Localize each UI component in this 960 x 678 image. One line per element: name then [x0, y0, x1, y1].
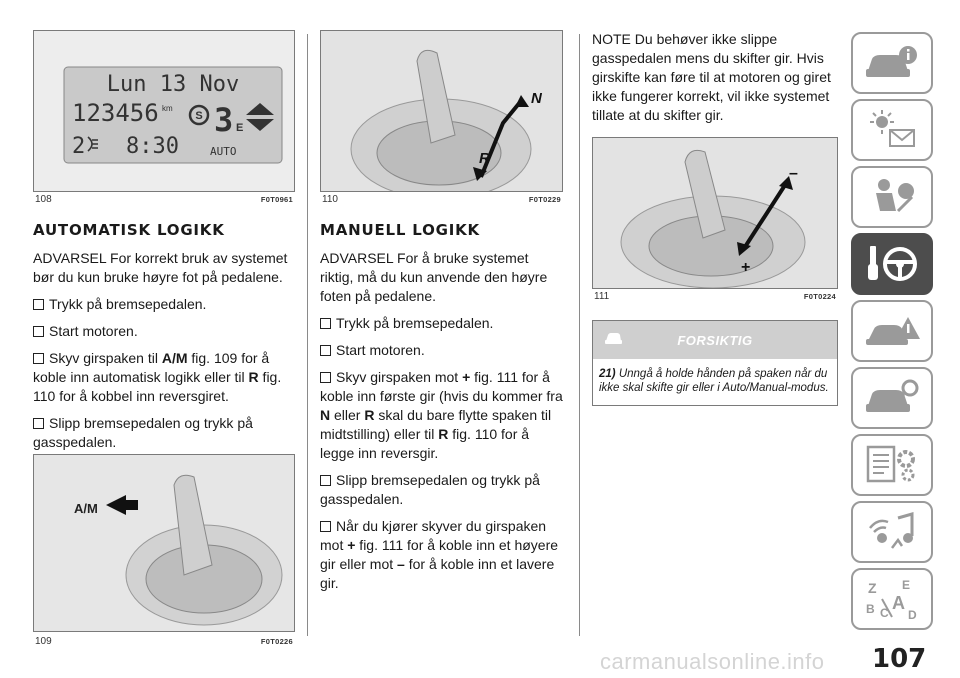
- checkbox-bullet-icon: [320, 521, 331, 532]
- list-item: Start motoren.: [320, 341, 563, 360]
- checkbox-bullet-icon: [320, 318, 331, 329]
- chapter-sidebar: [851, 32, 933, 635]
- tab-technical-data[interactable]: [851, 434, 933, 496]
- gear-lever-am-illustration: [34, 455, 295, 632]
- svg-text:A: A: [892, 593, 905, 613]
- car-info-icon: [862, 41, 922, 85]
- light-message-icon: [862, 108, 922, 152]
- display-odometer: 123456: [72, 99, 159, 127]
- minus-label: –: [789, 165, 798, 182]
- warning-text: ADVARSEL For å bruke systemet riktig, må du kun anvende den høyre foten på pedalene.: [320, 250, 548, 304]
- checkbox-bullet-icon: [33, 418, 44, 429]
- warning-text: ADVARSEL For korrekt bruk av systemet bør du kun bruke høyre fot på pedalene.: [33, 250, 288, 285]
- checkbox-bullet-icon: [320, 475, 331, 486]
- car-warning-icon: [603, 329, 623, 347]
- column-divider: [307, 34, 308, 636]
- figure-code: F0T0229: [528, 195, 561, 204]
- tab-lights-messages[interactable]: [851, 99, 933, 161]
- list-item: Trykk på bremsepedalen.: [33, 295, 295, 314]
- svg-text:E: E: [902, 578, 911, 592]
- figure-caption: [33, 192, 295, 205]
- figure-108-display: [33, 30, 295, 192]
- figure-caption: [320, 192, 563, 205]
- column-divider: [579, 34, 580, 636]
- figure-caption: [592, 289, 838, 302]
- tab-index[interactable]: [851, 568, 933, 630]
- figure-code: F0T0961: [260, 195, 293, 204]
- display-time: 8:30: [126, 134, 179, 159]
- am-label: A/M: [74, 501, 98, 516]
- multimedia-icon: [862, 510, 922, 554]
- display-mode: AUTO: [210, 145, 237, 158]
- checkbox-bullet-icon: [33, 353, 44, 364]
- display-gear-e: E: [236, 122, 244, 134]
- instrument-display-illustration: [34, 31, 295, 192]
- tab-emergency[interactable]: [851, 300, 933, 362]
- list-item: Når du kjører skyver du girspaken mot + fig. 111 for å koble inn et høyere gir eller mot – for å koble inn et lavere gir.: [320, 518, 559, 591]
- caution-body: 21) Unngå å holde hånden på spaken når du ikke skal skifte gir eller i Auto/Manual-modus.: [599, 368, 829, 394]
- figure-number: 111: [594, 291, 610, 302]
- display-odo-unit: km: [162, 104, 173, 113]
- breakdown-warning-icon: [862, 309, 922, 353]
- column-automatic: [33, 30, 295, 647]
- page-number: 107: [872, 644, 927, 674]
- display-fuel: 2: [72, 134, 86, 159]
- r-label: R: [479, 150, 490, 167]
- section-heading: MANUELL LOGIKK: [320, 221, 480, 239]
- seat-airbag-icon: [862, 175, 922, 219]
- figure-caption: [33, 634, 295, 647]
- caution-box: [592, 320, 838, 406]
- figure-number: 110: [322, 194, 338, 205]
- tab-starting-driving[interactable]: [851, 233, 933, 295]
- alphabetical-index-icon: [862, 577, 922, 621]
- display-gear: 3: [214, 101, 234, 139]
- gear-lever-nr-illustration: [321, 31, 563, 192]
- checkbox-bullet-icon: [320, 345, 331, 356]
- list-item: Start motoren.: [33, 322, 295, 341]
- list-item: Skyv girspaken mot + fig. 111 for å koble inn første gir (hvis du kommer fra N eller R skal du bare flytte spaken til midtstilling) eller til R fig. 110 for å legge inn reversgir.: [320, 369, 563, 461]
- specs-gear-icon: [862, 443, 922, 487]
- list-item: Slipp bremsepedalen og trykk på gasspedalen.: [320, 472, 540, 507]
- car-service-icon: [862, 376, 922, 420]
- caution-title: FORSIKTIG: [677, 332, 753, 348]
- display-date: Lun 13 Nov: [106, 72, 240, 97]
- checkbox-bullet-icon: [33, 326, 44, 337]
- checkbox-bullet-icon: [33, 299, 44, 310]
- column-manual: [320, 30, 563, 601]
- figure-code: F0T0226: [260, 637, 293, 646]
- display-s-symbol: S: [195, 110, 203, 122]
- tab-maintenance[interactable]: [851, 367, 933, 429]
- tab-safety[interactable]: [851, 166, 933, 228]
- checkbox-bullet-icon: [320, 372, 331, 383]
- figure-111-gear-lever: [592, 137, 838, 289]
- svg-text:Z: Z: [868, 580, 877, 596]
- plus-label: +: [741, 259, 751, 276]
- svg-text:D: D: [908, 608, 917, 621]
- figure-number: 108: [35, 194, 52, 205]
- figure-109-gear-lever: [33, 454, 295, 632]
- n-label: N: [531, 90, 542, 107]
- list-item: Skyv girspaken til A/M fig. 109 for å koble inn automatisk logikk eller til R fig. 110 for å kobbel inn reversgiret.: [33, 350, 282, 404]
- column-notes: [592, 30, 838, 406]
- figure-number: 109: [35, 636, 52, 647]
- caution-header: [593, 321, 837, 359]
- note-text: NOTE Du behøver ikke slippe gasspedalen mens du skifter gir. Hvis girskifte kan føre til at motoren og giret ikke fungerer korrekt, vil ikke systemet tillate at du skifter gir.: [592, 31, 831, 123]
- list-item: Slipp bremsepedalen og trykk på gasspedalen.: [33, 415, 253, 450]
- gear-lever-plus-minus-illustration: [593, 138, 838, 289]
- watermark: carmanualsonline.info: [600, 649, 825, 674]
- key-steering-wheel-icon: [862, 242, 922, 286]
- list-item: Trykk på bremsepedalen.: [320, 314, 563, 333]
- svg-text:C: C: [880, 606, 889, 620]
- section-heading: AUTOMATISK LOGIKK: [33, 221, 225, 239]
- tab-dashboard-info[interactable]: [851, 32, 933, 94]
- tab-multimedia[interactable]: [851, 501, 933, 563]
- figure-110-gear-lever: [320, 30, 563, 192]
- figure-code: F0T0224: [803, 292, 836, 301]
- svg-text:B: B: [866, 602, 875, 616]
